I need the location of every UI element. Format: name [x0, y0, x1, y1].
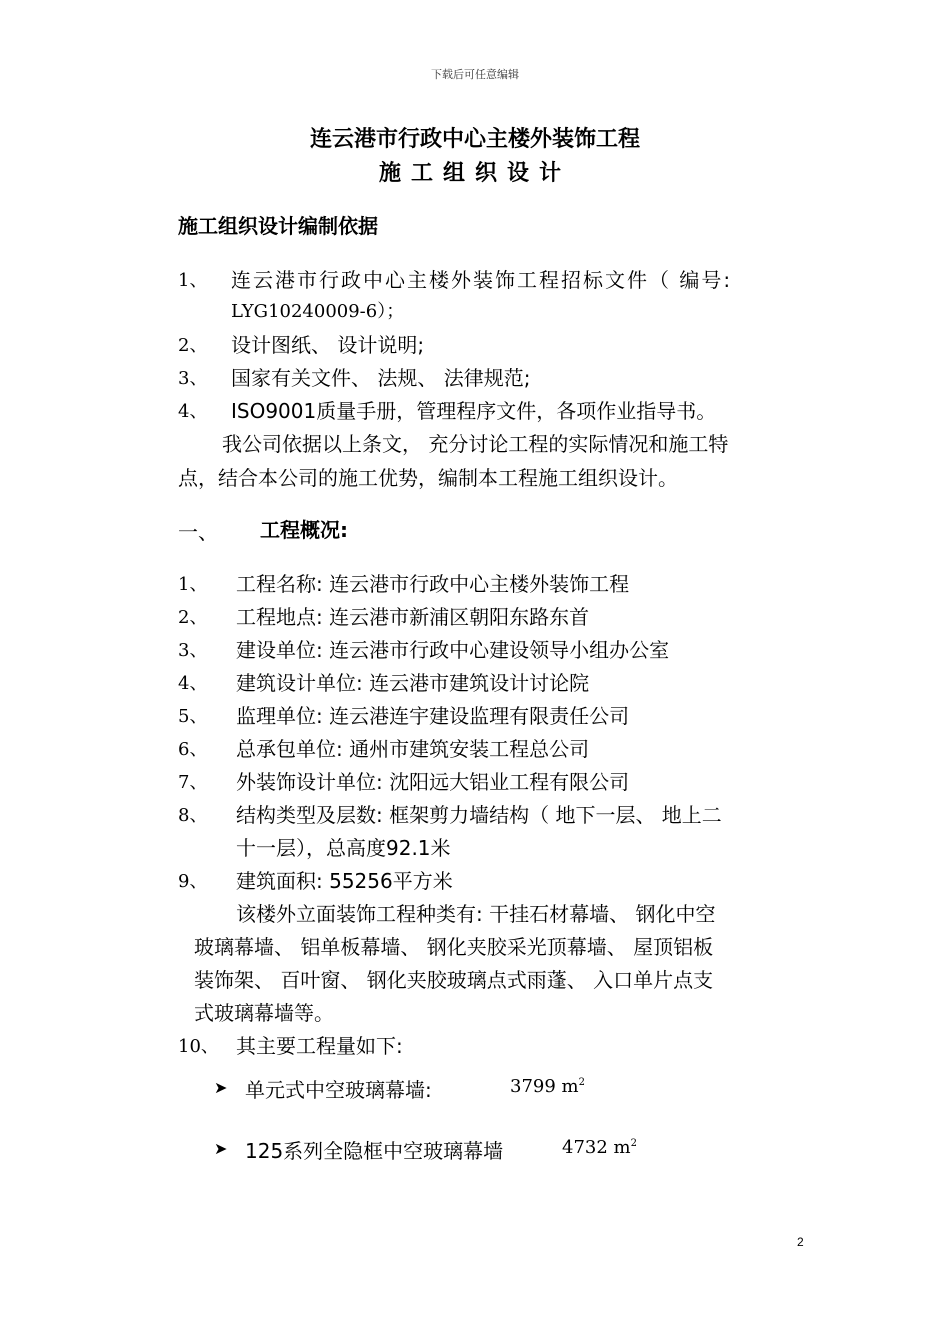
- quantity-2-unit: m: [613, 1137, 631, 1158]
- overview-paragraph-line-4: 式玻璃幕墙等。: [194, 1001, 334, 1025]
- quantity-2-unit-sup: 2: [630, 1138, 637, 1149]
- basis-item-1-text: 连云港市行政中心主楼外装饰工程招标文件（ 编号:: [231, 268, 733, 292]
- overview-item-8-cont: 十一层），总高度92.1米: [236, 836, 451, 860]
- document-subtitle: 施工组织设计: [378, 161, 571, 186]
- overview-item-8-num: 8、: [178, 805, 208, 826]
- header-note: 下载后可任意编辑: [431, 68, 519, 81]
- overview-item-8-text: 结构类型及层数: 框架剪力墙结构（ 地下一层、 地上二: [236, 803, 722, 827]
- overview-paragraph-line-3: 装饰架、 百叶窗、 钢化夹胶玻璃点式雨蓬、 入口单片点支: [194, 968, 714, 992]
- overview-item-10-num: 10、: [178, 1036, 219, 1057]
- basis-paragraph-line-1: 我公司依据以上条文， 充分讨论工程的实际情况和施工特: [222, 432, 729, 456]
- overview-heading: 工程概况:: [260, 518, 348, 542]
- basis-item-2-num: 2、: [178, 335, 208, 356]
- overview-item-5-text: 监理单位: 连云港连宇建设监理有限责任公司: [236, 704, 630, 728]
- basis-item-2-text: 设计图纸、 设计说明;: [231, 333, 425, 357]
- basis-item-3-num: 3、: [178, 368, 208, 389]
- overview-paragraph-line-2: 玻璃幕墙、 铝单板幕墙、 钢化夹胶采光顶幕墙、 屋顶铝板: [194, 935, 714, 959]
- overview-item-3-text: 建设单位: 连云港市行政中心建设领导小组办公室: [236, 638, 670, 662]
- arrow-bullet-icon: ➤: [214, 1139, 228, 1158]
- quantity-2-name: 125系列全隐框中空玻璃幕墙: [245, 1139, 504, 1163]
- overview-item-1-num: 1、: [178, 574, 208, 595]
- overview-item-3-num: 3、: [178, 640, 208, 661]
- overview-item-7-num: 7、: [178, 772, 208, 793]
- basis-item-3-text: 国家有关文件、 法规、 法律规范;: [231, 366, 531, 390]
- overview-item-6-text: 总承包单位: 通州市建筑安装工程总公司: [236, 737, 590, 761]
- overview-item-9-num: 9、: [178, 871, 208, 892]
- quantity-1-unit: m: [561, 1076, 579, 1097]
- overview-item-9-text: 建筑面积: 55256平方米: [236, 869, 453, 893]
- quantity-2-value: [562, 1137, 637, 1158]
- quantity-1-unit-sup: 2: [578, 1077, 585, 1088]
- basis-item-4-num: 4、: [178, 401, 208, 422]
- quantity-1-name: 单元式中空玻璃幕墙:: [245, 1078, 432, 1102]
- page-number: 2: [797, 1235, 804, 1249]
- overview-item-6-num: 6、: [178, 739, 208, 760]
- arrow-bullet-icon: ➤: [214, 1078, 228, 1097]
- overview-item-1-text: 工程名称: 连云港市行政中心主楼外装饰工程: [236, 572, 630, 596]
- basis-heading: 施工组织设计编制依据: [178, 214, 378, 238]
- basis-item-1-cont: LYG10240009-6）；: [231, 301, 405, 322]
- basis-item-1-num: 1、: [178, 270, 208, 291]
- overview-section-num: 一、: [178, 520, 218, 544]
- document-title: 连云港市行政中心主楼外装饰工程: [309, 127, 640, 152]
- overview-item-7-text: 外装饰设计单位: 沈阳远大铝业工程有限公司: [236, 770, 630, 794]
- overview-item-4-num: 4、: [178, 673, 208, 694]
- quantity-1-value: [510, 1076, 585, 1097]
- quantity-1-number: 3799: [510, 1076, 556, 1097]
- basis-paragraph-line-2: 点，结合本公司的施工优势，编制本工程施工组织设计。: [178, 466, 678, 490]
- basis-item-4-text: ISO9001质量手册，管理程序文件，各项作业指导书。: [231, 399, 717, 423]
- overview-paragraph-line-1: 该楼外立面装饰工程种类有: 干挂石材幕墙、 钢化中空: [236, 902, 716, 926]
- overview-item-10-text: 其主要工程量如下:: [236, 1034, 403, 1058]
- overview-item-5-num: 5、: [178, 706, 208, 727]
- overview-item-2-num: 2、: [178, 607, 208, 628]
- quantity-2-number: 4732: [562, 1137, 608, 1158]
- overview-item-4-text: 建筑设计单位: 连云港市建筑设计讨论院: [236, 671, 590, 695]
- overview-item-2-text: 工程地点: 连云港市新浦区朝阳东路东首: [236, 605, 590, 629]
